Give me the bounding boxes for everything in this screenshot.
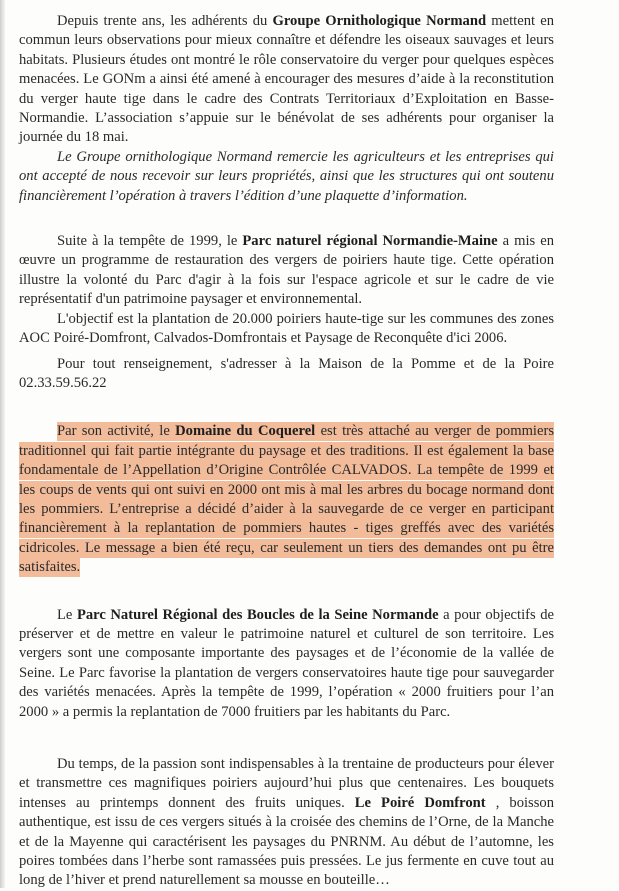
section-domaine-coquerel [19, 422, 554, 577]
org-name-pnr-nm: Parc naturel régional Normandie-Maine [242, 233, 498, 250]
paragraph-gonm-thanks: Le Groupe ornithologique Normand remercie les agriculteurs et les entreprises qui ont accepté de nous recevoir sur leurs propriétés, ainsi que les structures qui ont soutenu financièrement l’opération à travers l’édition d’une plaquette d’information. [19, 148, 554, 204]
paragraph-pnr-nm-objective: L'objectif est la plantation de 20.000 poiriers haute-tige sur les communes des zones AOC Poiré-Domfront, Calvados-Domfrontais et Paysage de Reconquête d'ici 2006. [19, 310, 554, 347]
paragraph-poire-domfront: Du temps, de la passion sont indispensables à la trentaine de producteurs pour élever et transmettre ces magnifiques poiriers aujourd’hui plus que centenaires. Les bouquets intenses au printemps donnent des fruits uniques. Le Poiré Domfront , boisson authentique, est issu de ces vergers situés à la croisée des chemins de l’Orne, de la Manche et de la Mayenne qui caractérisent les paysages du PNRNM. Au début de l’automne, les poires tombées dans l’herbe sont ramassées puis pressées. Le jus fermente en cuve tout au long de l’hiver et prend naturellement sa mousse en bouteille… [19, 756, 554, 889]
section-gonm [19, 12, 554, 206]
paragraph-gonm-intro: Depuis trente ans, les adhérents du Groupe Ornithologique Normand mettent en commun leurs observations pour mieux connaître et défendre les oiseaux sauvages et leurs habitats. Plusieurs études ont montré le rôle conservatoire du verger pour quelques espèces menacées. Le GONm a ainsi été amené à encourager des mesures d’aide à la reconstitution du verger haute tige dans le cadre des Contrats Territoriaux d’Exploitation en Basse-Normandie. L’association s’appuie sur le bénévolat de ses adhérents pour organiser la journée du 18 mai. [19, 13, 554, 146]
org-name-gonm: Groupe Ornithologique Normand [272, 13, 487, 29]
org-name-pnr-bsn: Parc Naturel Régional des Boucles de la Seine Normande [76, 606, 439, 623]
section-pnr-normandie-maine [19, 232, 554, 393]
section-pnr-boucles-seine [19, 606, 554, 722]
section-poire-domfront [19, 755, 554, 891]
paragraph-pnr-bsn: Le Parc Naturel Régional des Boucles de la Seine Normande a pour objectifs de préserver et de mettre en valeur le patrimoine naturel et culturel de son territoire. Les vergers sont une composante importante des paysages et de l’économie de la vallée de Seine. Le Parc favorise la plantation de vergers conservatoires haute tige pour sauvegarder des variétés menacées. Après la tempête de 1999, l’opération « 2000 fruitiers pour l’an 2000 » a permis la replantation de 7000 fruitiers par les habitants du Parc. [19, 606, 554, 720]
org-name-coquerel: Domaine du Coquerel [175, 423, 316, 440]
paragraph-pnr-nm-intro: Suite à la tempête de 1999, le Parc naturel régional Normandie-Maine a mis en œuvre un programme de restauration des vergers de poiriers haute tige. Cette opération illustre la volonté du Parc d'agir à la fois sur l'espace agricole et sur le cadre de vie représentatif d'un patrimoine paysager et environnemental. [19, 233, 554, 308]
paragraph-pnr-nm-contact: Pour tout renseignement, s'adresser à la Maison de la Pomme et de la Poire 02.33.59.56.22 [19, 355, 554, 391]
document-page [19, 12, 554, 891]
product-name-poire-domfront: Le Poiré Domfront [354, 794, 486, 811]
paragraph-coquerel-highlighted [19, 422, 554, 577]
scan-edge [0, 0, 5, 888]
contact-phone: 02.33.59.56.22 [19, 374, 107, 391]
highlighted-text: Par son activité, le Domaine du Coquerel est très attaché au verger de pommiers traditionnel qui fait partie intégrante du paysage et des traditions. Il est également la base fondamentale de l’Appellation d’Origine Contrôlée CALVADOS. La tempête de 1999 et les coups de vents qui ont suivi en 2000 ont mis à mal les arbres du bocage normand dont les pommiers. L’entreprise a décidé d’aider à la sauvegarde de ce verger en participant financièrement à la replantation de pommiers hautes - tiges greffés avec des variétés cidricoles. Le message a bien été reçu, car seulement un tiers des demandes ont pu être satisfaites. [19, 423, 555, 576]
